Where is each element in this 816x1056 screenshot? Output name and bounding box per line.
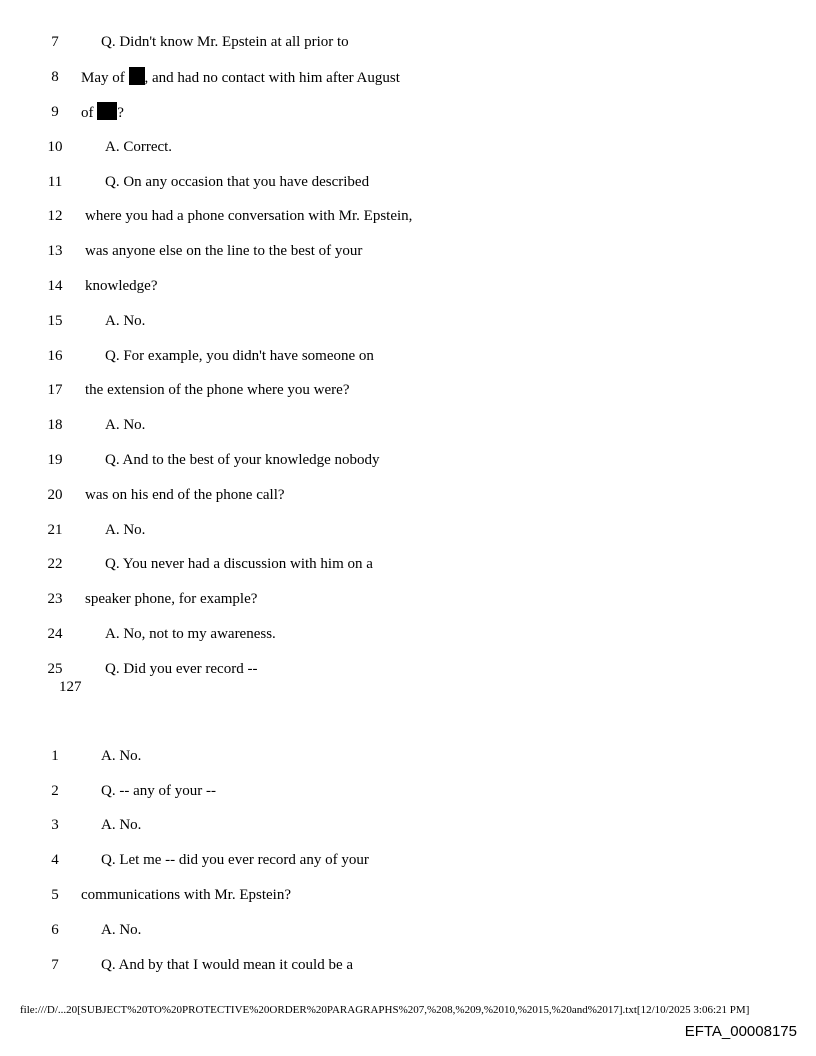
redaction-box (129, 67, 145, 85)
line-number: 1 (51, 748, 59, 764)
line-text: Q. Didn't know Mr. Epstein at all prior to (101, 34, 349, 50)
line-number: 16 (47, 348, 63, 364)
line-text: knowledge? (85, 278, 158, 294)
line-text-before: May of (81, 70, 129, 86)
line-number: 23 (47, 591, 63, 607)
line-text (81, 67, 400, 88)
line-number: 20 (47, 487, 63, 503)
line-text-after: , and had no contact with him after August (144, 70, 400, 86)
line-number: 7 (51, 34, 59, 50)
line-number: 25 (47, 661, 63, 677)
line-text: Q. On any occasion that you have described (105, 174, 370, 190)
line-number: 13 (47, 243, 63, 259)
line-text: was on his end of the phone call? (85, 487, 285, 503)
line-text: A. No. (105, 313, 146, 329)
line-number: 11 (47, 174, 63, 190)
line-number: 4 (51, 852, 59, 868)
line-number: 10 (47, 139, 63, 155)
line-number: 6 (51, 922, 59, 938)
line-number: 7 (51, 957, 59, 973)
line-text: Q. And by that I would mean it could be a (101, 957, 354, 973)
line-text: where you had a phone conversation with Mr. Epstein, (85, 208, 413, 224)
line-number: 8 (51, 69, 59, 85)
redaction-box (97, 102, 117, 120)
line-text: A. No. (101, 817, 142, 833)
line-text: A. No. (105, 417, 146, 433)
line-number: 5 (51, 887, 59, 903)
line-text: Q. Let me -- did you ever record any of your (101, 852, 369, 868)
line-number: 21 (47, 522, 63, 538)
line-text: speaker phone, for example? (85, 591, 258, 607)
line-text: Q. And to the best of your knowledge nobody (105, 452, 380, 468)
bates-number: EFTA_00008175 (684, 1023, 797, 1040)
line-text: A. No. (101, 748, 142, 764)
line-text: Q. -- any of your -- (101, 783, 216, 799)
line-number: 12 (47, 208, 63, 224)
line-text: Q. You never had a discussion with him on a (105, 556, 373, 572)
line-number: 2 (51, 783, 59, 799)
line-text: A. No. (101, 922, 142, 938)
line-text: was anyone else on the line to the best of your (85, 243, 363, 259)
line-text: the extension of the phone where you were? (85, 382, 350, 398)
line-text (81, 102, 124, 123)
line-text: communications with Mr. Epstein? (81, 887, 291, 903)
line-text-after: ? (117, 105, 124, 121)
line-number: 19 (47, 452, 63, 468)
line-text: A. No, not to my awareness. (105, 626, 276, 642)
line-number: 18 (47, 417, 63, 433)
line-text: A. No. (105, 522, 146, 538)
line-number: 15 (47, 313, 63, 329)
page-number: 127 (59, 679, 82, 695)
line-text: Q. For example, you didn't have someone on (105, 348, 374, 364)
line-number: 24 (47, 626, 63, 642)
line-text: Q. Did you ever record -- (105, 661, 258, 677)
line-number: 22 (47, 556, 63, 572)
file-path-footer: file:///D/...20[SUBJECT%20TO%20PROTECTIVE%20ORDER%20PARAGRAPHS%207,%208,%209,%2010,%2015,%20and%2017].txt[12/10/2025 3:06:21 PM] (20, 1004, 750, 1016)
line-number: 14 (47, 278, 63, 294)
line-number: 3 (51, 817, 59, 833)
line-number: 17 (47, 382, 63, 398)
line-number: 9 (51, 104, 59, 120)
line-text-before: of (81, 105, 98, 121)
line-text: A. Correct. (105, 139, 173, 155)
